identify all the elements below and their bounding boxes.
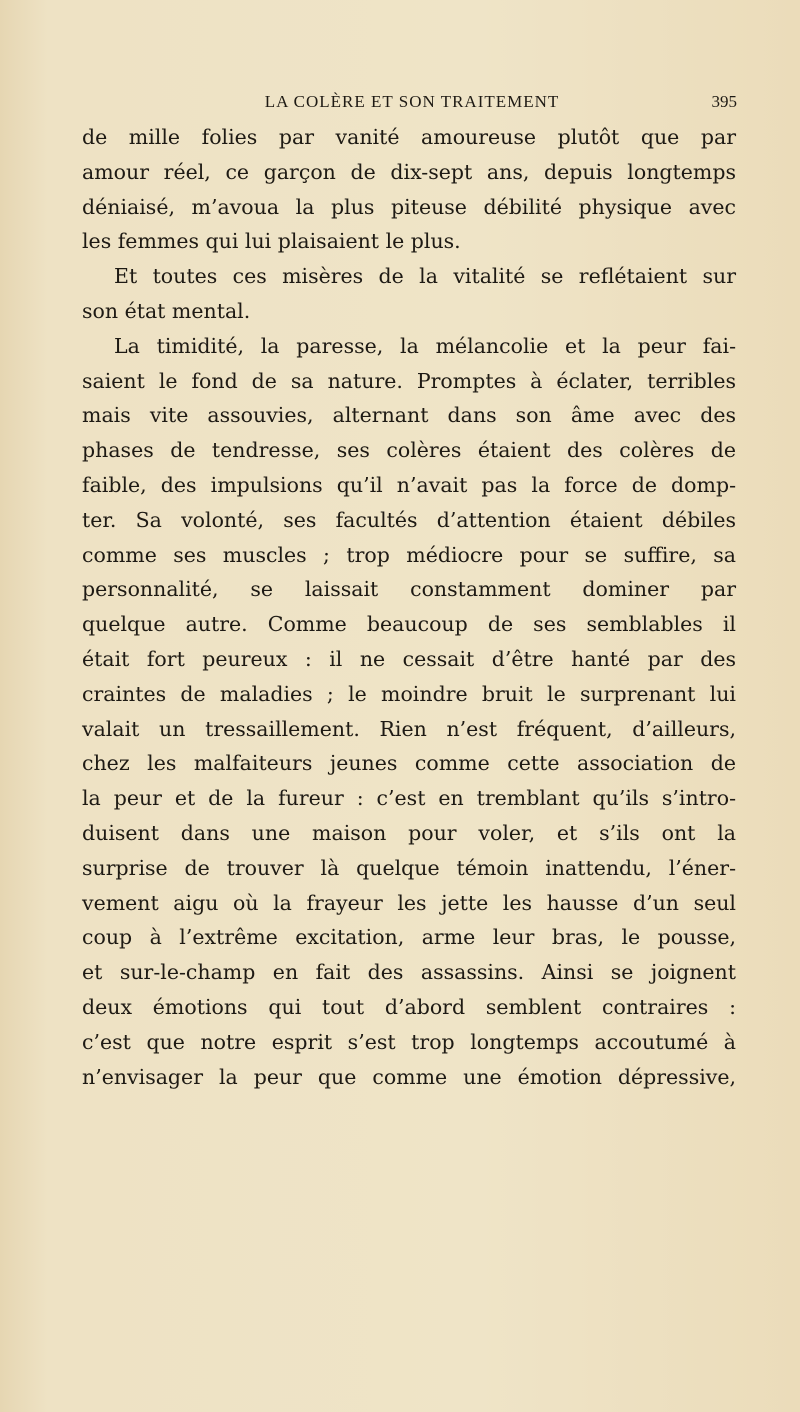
text-line: amour réel, ce garçon de dix-sept ans, depuis longtemps <box>82 159 736 184</box>
text-line: n’envisager la peur que comme une émotion dépressive, <box>82 1064 736 1089</box>
text-line: phases de tendresse, ses colères étaient des colères de <box>82 438 736 463</box>
text-line: était fort peureux : il ne cessait d’être hanté par des <box>82 646 736 671</box>
text-line: quelque autre. Comme beaucoup de ses semblables il <box>82 612 736 637</box>
text-line: vement aigu où la frayeur les jette les hausse d’un seul <box>82 890 736 915</box>
text-line: faible, des impulsions qu’il n’avait pas la force de domp- <box>82 472 736 497</box>
text-line: coup à l’extrême excitation, arme leur bras, le pousse, <box>82 925 736 950</box>
text-line: de mille folies par vanité amoureuse plutôt que par <box>82 125 736 149</box>
text-line: personnalité, se laissait constamment dominer par <box>82 577 736 602</box>
text-line: comme ses muscles ; trop médiocre pour se suffire, sa <box>82 542 736 567</box>
text-line: c’est que notre esprit s’est trop longtemps accoutumé à <box>82 1029 736 1054</box>
page-number: 395 <box>711 92 737 111</box>
running-title: LA COLÈRE ET SON TRAITEMENT <box>264 92 560 111</box>
text-line: mais vite assouvies, alternant dans son âme avec des <box>82 403 736 428</box>
text-line: les femmes qui lui plaisaient le plus. <box>82 229 461 254</box>
text-line: duisent dans une maison pour voler, et s’ils ont la <box>82 820 736 845</box>
text-line: deux émotions qui tout d’abord semblent contraires : <box>82 994 736 1019</box>
text-line: chez les malfaiteurs jeunes comme cette association de <box>82 751 736 776</box>
text-line: déniaisé, m’avoua la plus piteuse débilité physique avec <box>82 194 736 219</box>
text-line: Et toutes ces misères de la vitalité se reflétaient sur <box>114 264 736 289</box>
text-line: son état mental. <box>82 298 251 323</box>
text-line: La timidité, la paresse, la mélancolie et la peur fai- <box>114 333 736 358</box>
body-text <box>82 120 736 1094</box>
text-line: ter. Sa volonté, ses facultés d’attention étaient débiles <box>82 507 736 532</box>
text-line: valait un tressaillement. Rien n’est fréquent, d’ailleurs, <box>82 716 736 741</box>
text-line: saient le fond de sa nature. Promptes à éclater, terribles <box>82 368 736 393</box>
text-line: surprise de trouver là quelque témoin inattendu, l’éner- <box>82 855 736 880</box>
text-line: craintes de maladies ; le moindre bruit le surprenant lui <box>82 681 736 706</box>
text-line: la peur et de la fureur : c’est en tremblant qu’ils s’intro- <box>82 786 736 811</box>
text-line: et sur-le-champ en fait des assassins. Ainsi se joignent <box>82 960 736 985</box>
running-head <box>82 92 742 116</box>
